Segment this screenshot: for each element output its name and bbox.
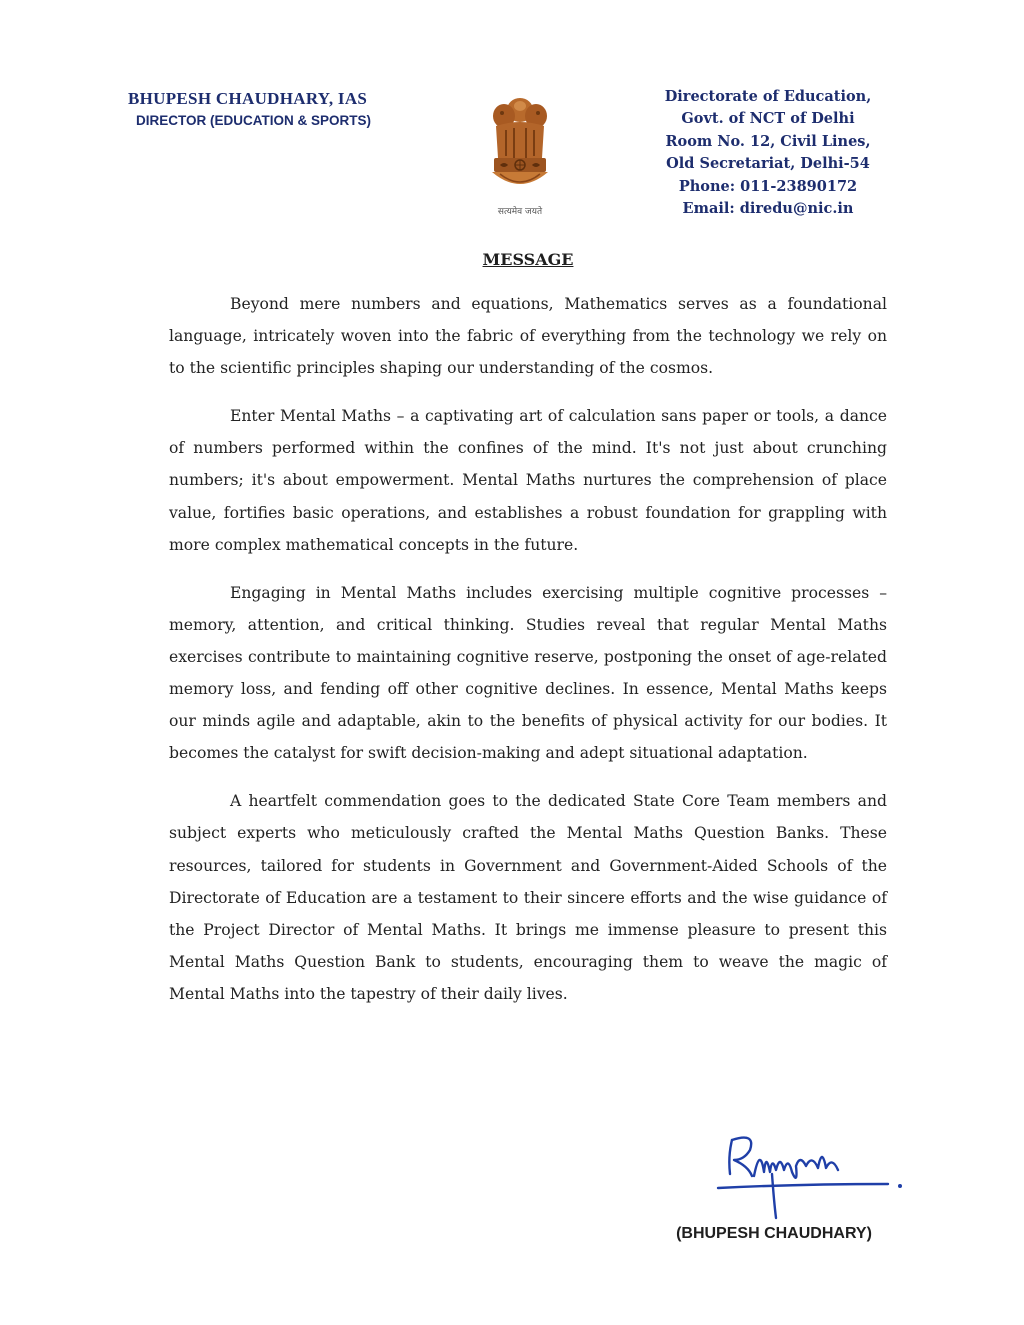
signer-name: (BHUPESH CHAUDHARY) — [676, 1225, 872, 1242]
paragraph: Beyond mere numbers and equations, Mathematics serves as a foundational language, intricately woven into the fabric of everything from the technology we rely on to the scientific principles shaping our understanding of the cosmos. — [169, 295, 887, 378]
email-line: Email: diredu@nic.in — [682, 200, 854, 218]
sender-block — [128, 89, 448, 128]
paragraph: A heartfelt commendation goes to the dedicated State Core Team members and subject experts who meticulously crafted the Mental Maths Question Banks. These resources, tailored for students in Government and Government-Aided Schools of the Directorate of Education are a testament to their sincere efforts and the wise guidance of the Project Director of Mental Maths. It brings me immense pleasure to present this Mental Maths Question Bank to students, encouraging them to weave the magic of Mental Maths into the tapestry of their daily lives. — [169, 792, 887, 1003]
emblem-motto: सत्यमेव जयते — [497, 207, 543, 217]
address-line: Old Secretariat, Delhi-54 — [666, 155, 870, 173]
address-block — [628, 86, 908, 220]
address-line: Govt. of NCT of Delhi — [681, 110, 855, 128]
address-line: Directorate of Education, — [664, 88, 872, 105]
message-heading: MESSAGE — [482, 250, 574, 269]
signature-graphic — [708, 1126, 908, 1226]
sender-title: DIRECTOR (EDUCATION & SPORTS) — [136, 113, 372, 128]
state-emblem-icon — [482, 92, 558, 224]
paragraph: Engaging in Mental Maths includes exercising multiple cognitive processes – memory, attention, and critical thinking. Studies reveal that regular Mental Maths exercises contribute to maintaining cognitive reserve, postponing the onset of age-related memory loss, and fending off other cognitive declines. In essence, Mental Maths keeps our minds agile and adaptable, akin to the benefits of physical activity for our bodies. It becomes the catalyst for swift decision-making and adept situational adaptation. — [169, 583, 887, 763]
phone-line: Phone: 011-23890172 — [678, 177, 858, 195]
paragraph: Enter Mental Maths – a captivating art of calculation sans paper or tools, a dance of numbers performed within the confines of the mind. It's not just about crunching numbers; it's about empowerment. Mental Maths nurtures the comprehension of place value, fortifies basic operations, and establishes a robust foundation for grappling with more complex mathematical concepts in the future. — [169, 407, 887, 554]
handwritten-signature-icon — [708, 1126, 908, 1226]
address-line: Room No. 12, Civil Lines, — [665, 132, 871, 150]
sender-name: BHUPESH CHAUDHARY, IAS — [128, 89, 368, 108]
message-body — [169, 288, 887, 1026]
emblem-graphic — [482, 92, 558, 202]
